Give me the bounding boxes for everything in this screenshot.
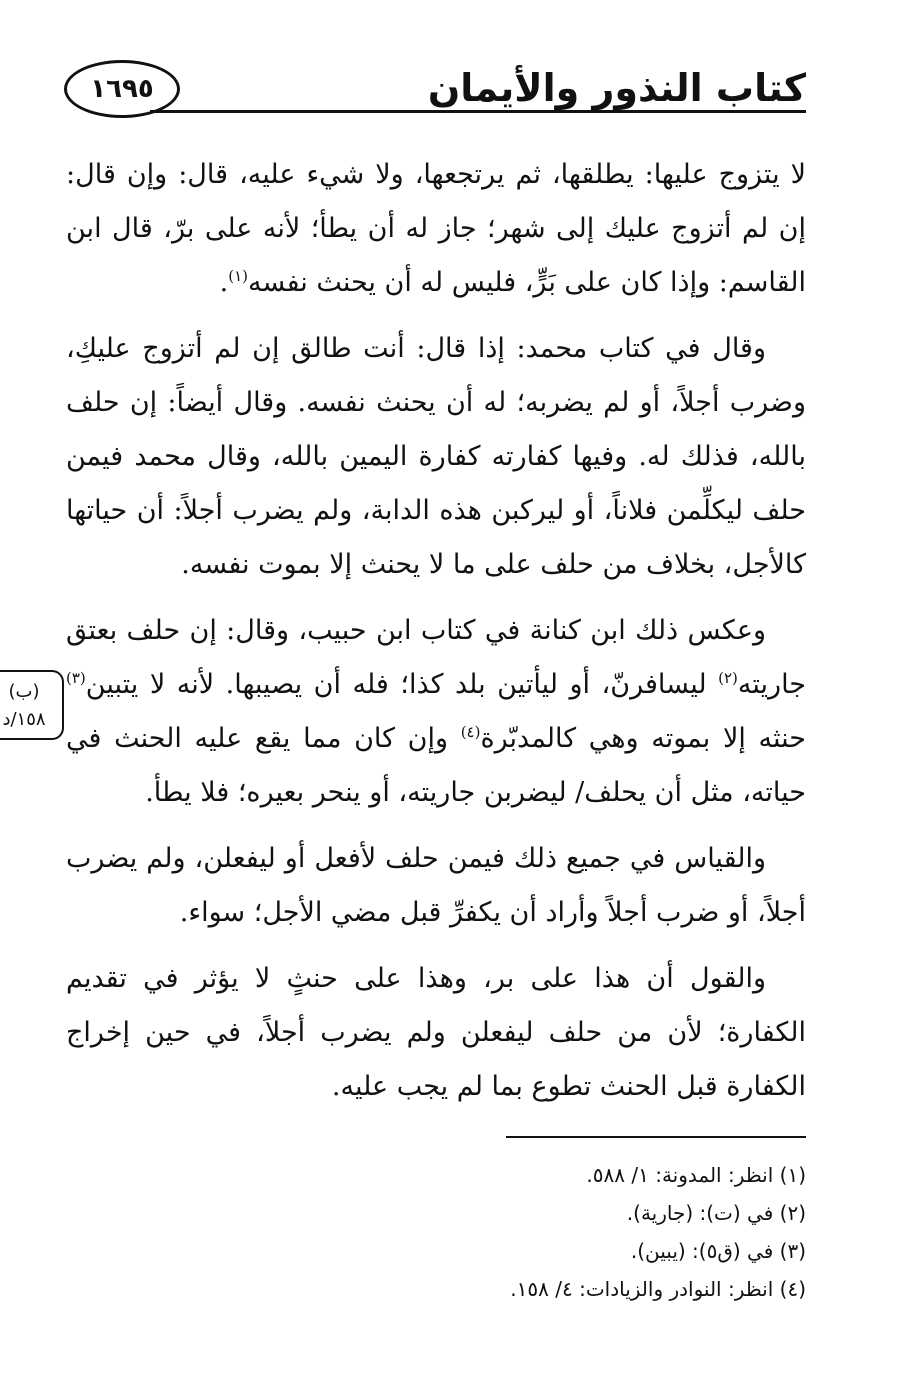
paragraph-4: والقياس في جميع ذلك فيمن حلف لأفعل أو ليفعلن، ولم يضرب أجلاً، أو ضرب أجلاً وأراد أن يكفرِّ قبل مضي الأجل؛ سواء. <box>66 843 806 928</box>
footnote-ref-3: (٣) <box>66 669 86 687</box>
margin-note-line-2: ١٥٨/د <box>2 709 46 730</box>
footnote-4: (٤) انظر: النوادر والزيادات: ٤/ ١٥٨. <box>510 1277 806 1301</box>
paragraph-3 <box>66 604 806 820</box>
paragraph-3-text-a: وعكس ذلك ابن كنانة في كتاب ابن حبيب، وقال: إن حلف بعتق جاريته <box>66 615 806 700</box>
footnotes <box>106 1156 806 1308</box>
chapter-title: كتاب النذور والأيمان <box>427 66 806 110</box>
footnote-3: (٣) في (ق٥): (يبين). <box>630 1239 806 1263</box>
paragraph-5: والقول أن هذا على بر، وهذا على حنثٍ لا يؤثر في تقديم الكفارة؛ لأن من حلف ليفعلن ولم يضرب أجلاً، في حين إخراج الكفارة قبل الحنث تطوع بما لم يجب عليه. <box>66 963 806 1102</box>
margin-note-line-1: (ب) <box>8 681 40 702</box>
paragraph-1 <box>66 148 806 310</box>
paragraph-3-text-b: ليسافرنّ، أو ليأتين بلد كذا؛ فله أن يصيبها. لأنه لا يتبين <box>85 669 719 700</box>
paragraph-3-text-c: حنثه إلا بموته وهي كالمدبّرة <box>480 723 806 754</box>
footnote-2: (٢) في (ت): (جارية). <box>626 1201 806 1225</box>
paragraph-3-text-d: وإن كان مما يقع عليه الحنث في حياته، مثل أن يحلف/ ليضربن جاريته، أو ينحر بعيره؛ فلا يطأ. <box>66 723 806 808</box>
footnote-ref-1: (١) <box>228 267 249 285</box>
footnote-1: (١) انظر: المدونة: ١/ ٥٨٨. <box>586 1163 806 1187</box>
paragraph-2: وقال في كتاب محمد: إذا قال: أنت طالق إن لم أتزوج عليكِ، وضرب أجلاً، أو لم يضربه؛ له أن يحنث نفسه. وقال أيضاً: إن حلف بالله، فذلك له. وفيها كفارته كفارة اليمين بالله، وقال محمد فيمن حلف ليكلِّمن فلاناً، أو ليركبن هذه الدابة، ولم يضرب أجلاً: أن حياتها كالأجل، بخلاف من حلف على ما لا يحنث إلا بموت نفسه. <box>66 333 806 580</box>
manuscript-margin-note <box>0 670 64 740</box>
footnote-separator <box>506 1136 806 1138</box>
paragraph-1-text: لا يتزوج عليها: يطلقها، ثم يرتجعها، ولا شيء عليه، قال: وإن قال: إن لم أتزوج عليك إلى شهر؛ جاز له أن يطأ؛ لأنه على برّ، قال ابن القاسم: وإذا كان على بَرٍّ، فليس له أن يحنث نفسه <box>66 159 806 298</box>
footnote-ref-4: (٤) <box>460 723 481 741</box>
main-text <box>66 148 806 1126</box>
header-rule <box>150 110 806 113</box>
page-number: ١٦٩٥ <box>64 60 180 118</box>
paragraph-1-end: . <box>219 267 229 298</box>
footnote-ref-2: (٢) <box>718 669 738 687</box>
